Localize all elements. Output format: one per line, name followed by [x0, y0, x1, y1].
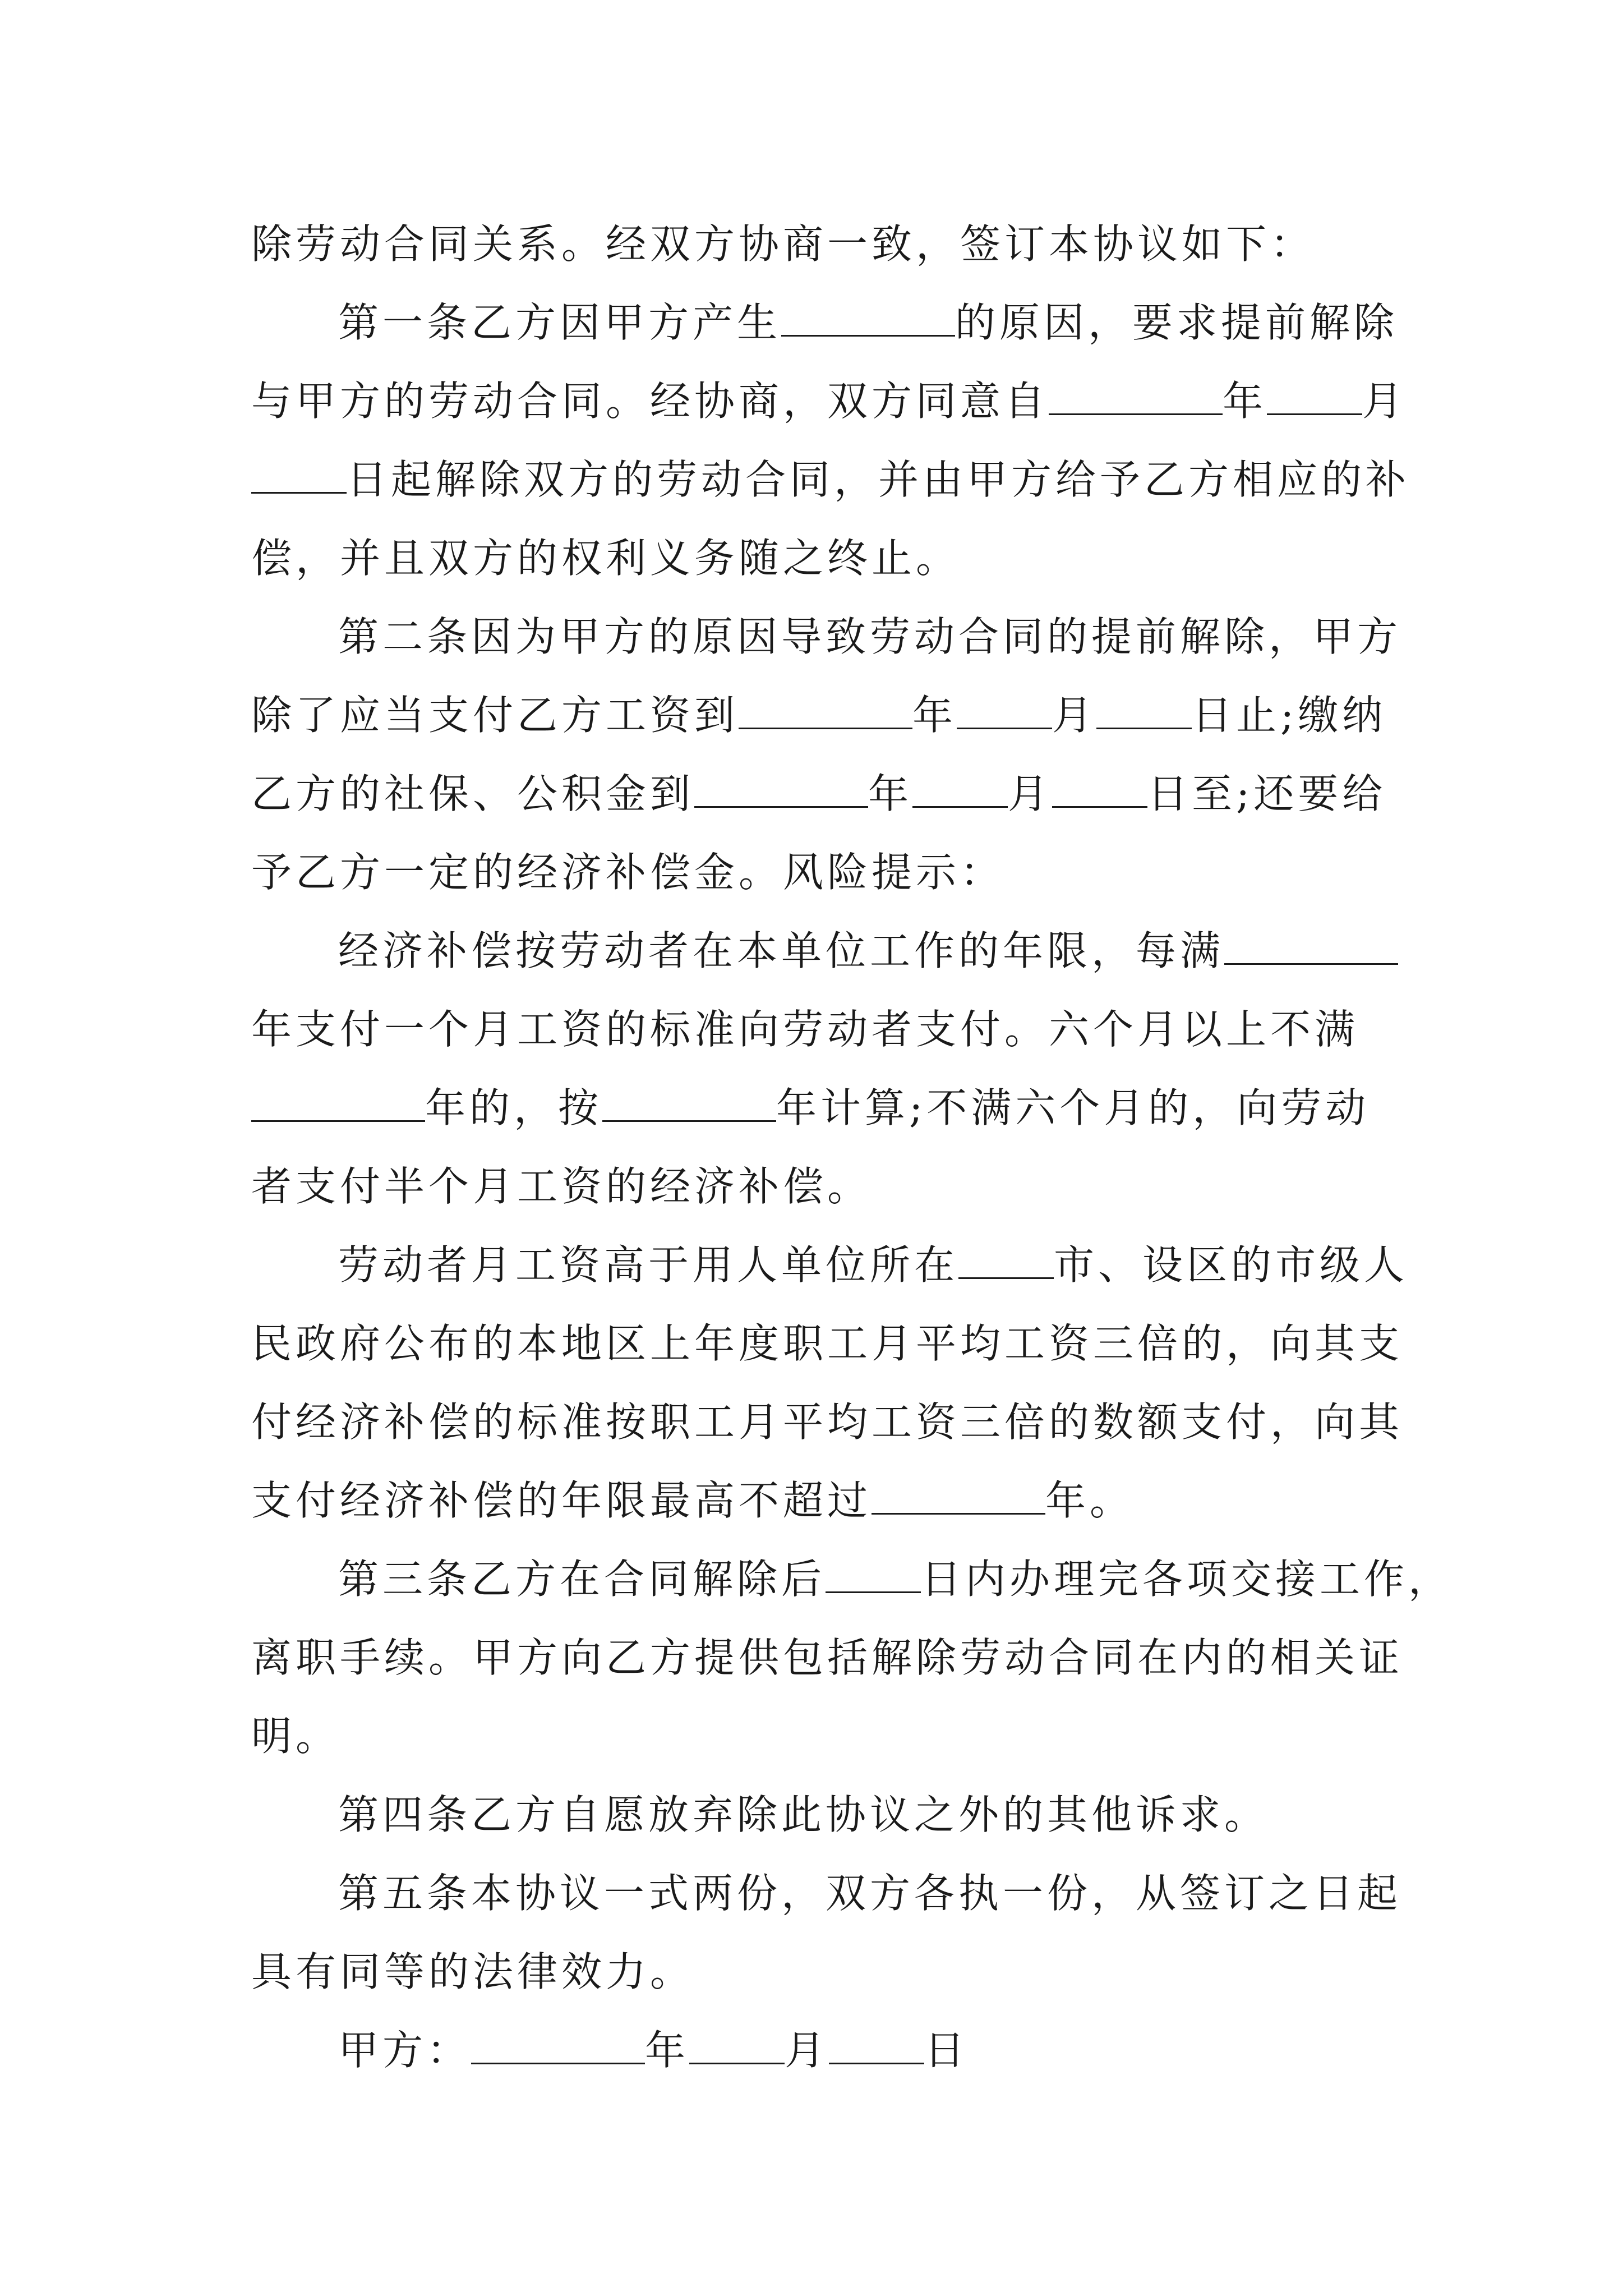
text-segment: 年的，按: [425, 1084, 603, 1131]
fill-blank[interactable]: [958, 1244, 1054, 1279]
article-5-line: [338, 1865, 1482, 1921]
fill-blank[interactable]: [471, 2029, 645, 2064]
fill-blank[interactable]: [739, 694, 912, 729]
fill-blank[interactable]: [1096, 694, 1192, 729]
fill-blank[interactable]: [602, 1087, 776, 1122]
text-segment: 明。: [251, 1713, 340, 1760]
text-segment: 市、设区的市级人: [1054, 1241, 1409, 1289]
text-line: [251, 1473, 1395, 1529]
fill-blank[interactable]: [957, 694, 1052, 729]
text-segment: 年计算;不满六个月的，向劳动: [776, 1084, 1370, 1131]
text-segment: 者支付半个月工资的经济补偿。: [251, 1163, 872, 1210]
fill-blank[interactable]: [1049, 380, 1223, 415]
signature-line-party-a: [338, 2022, 1482, 2078]
text-segment: 第三条乙方在合同解除后: [338, 1556, 826, 1603]
text-segment: 甲方：: [338, 2027, 472, 2074]
text-segment: 具有同等的法律效力。: [251, 1948, 695, 1995]
text-line: [251, 1080, 1395, 1136]
text-segment: 付经济补偿的标准按职工月平均工资三倍的数额支付，向其: [251, 1398, 1404, 1446]
text-segment: 第五条本协议一式两份，双方各执一份，从签订之日起: [338, 1870, 1402, 1917]
text-segment: 年: [868, 770, 913, 817]
text-line: [251, 1315, 1404, 1372]
text-segment: 的原因，要求提前解除: [955, 299, 1399, 346]
text-line: [251, 452, 1410, 508]
text-segment: 支付经济补偿的年限最高不超过: [251, 1477, 872, 1524]
text-segment: 劳动者月工资高于用人单位所在: [338, 1241, 959, 1289]
text-segment: 第四条乙方自愿放弃除此协议之外的其他诉求。: [338, 1791, 1269, 1838]
text-line: [338, 1237, 1482, 1293]
fill-blank[interactable]: [826, 1558, 921, 1593]
fill-blank[interactable]: [251, 1087, 425, 1122]
text-segment: 年: [912, 692, 957, 739]
text-segment: 月: [1362, 378, 1407, 425]
text-line: [251, 1158, 1395, 1214]
text-segment: 予乙方一定的经济补偿金。风险提示：: [251, 849, 1005, 896]
article-2-line: [338, 609, 1482, 665]
fill-blank[interactable]: [1224, 930, 1398, 965]
text-line: [251, 1708, 1395, 1764]
text-segment: 年支付一个月工资的标准向劳动者支付。六个月以上不满: [251, 1006, 1359, 1053]
article-3-line: [338, 1551, 1482, 1607]
text-segment: 年。: [1045, 1477, 1135, 1524]
text-segment: 年: [645, 2027, 690, 2074]
text-segment: 月: [1008, 770, 1053, 817]
text-segment: 日内办理完各项交接工作，: [921, 1556, 1453, 1603]
fill-blank[interactable]: [1052, 772, 1147, 808]
text-segment: 乙方的社保、公积金到: [251, 770, 695, 817]
text-segment: 月: [785, 2027, 829, 2074]
text-segment: 第二条因为甲方的原因导致劳动合同的提前解除，甲方: [338, 613, 1402, 660]
text-segment: 日起解除双方的劳动合同，并由甲方给予乙方相应的补: [347, 456, 1410, 503]
text-segment: 日至;还要给: [1147, 770, 1387, 817]
fill-blank[interactable]: [689, 2029, 785, 2064]
fill-blank[interactable]: [694, 772, 868, 808]
text-segment: 第一条乙方因甲方产生: [338, 299, 782, 346]
text-segment: 除劳动合同关系。经双方协商一致，签订本协议如下：: [251, 220, 1315, 268]
fill-blank[interactable]: [872, 1479, 1045, 1515]
text-line: [251, 766, 1395, 822]
text-segment: 民政府公布的本地区上年度职工月平均工资三倍的，向其支: [251, 1320, 1404, 1367]
text-line: [338, 923, 1482, 979]
text-line: [251, 1394, 1404, 1450]
text-line: [251, 216, 1395, 272]
text-line: [251, 1944, 1395, 2000]
fill-blank[interactable]: [1267, 380, 1362, 415]
text-segment: 经济补偿按劳动者在本单位工作的年限，每满: [338, 927, 1225, 974]
fill-blank[interactable]: [781, 301, 955, 337]
text-segment: 月: [1052, 692, 1097, 739]
text-line: [251, 687, 1395, 743]
text-segment: 离职手续。甲方向乙方提供包括解除劳动合同在内的相关证: [251, 1634, 1404, 1681]
text-segment: 偿，并且双方的权利义务随之终止。: [251, 535, 961, 582]
text-line: [251, 844, 1395, 900]
fill-blank[interactable]: [912, 772, 1008, 808]
text-line: [251, 1001, 1395, 1057]
text-line: [251, 373, 1407, 429]
fill-blank[interactable]: [829, 2029, 924, 2064]
text-line: [251, 1630, 1404, 1686]
fill-blank[interactable]: [251, 458, 347, 494]
text-segment: 与甲方的劳动合同。经协商，双方同意自: [251, 378, 1049, 425]
article-4-line: [338, 1787, 1482, 1843]
text-segment: 日止;缴纳: [1192, 692, 1387, 739]
text-segment: 日: [924, 2027, 969, 2074]
article-1-line: [338, 295, 1482, 351]
text-segment: 年: [1223, 378, 1267, 425]
text-segment: 除了应当支付乙方工资到: [251, 692, 739, 739]
text-line: [251, 530, 1395, 586]
